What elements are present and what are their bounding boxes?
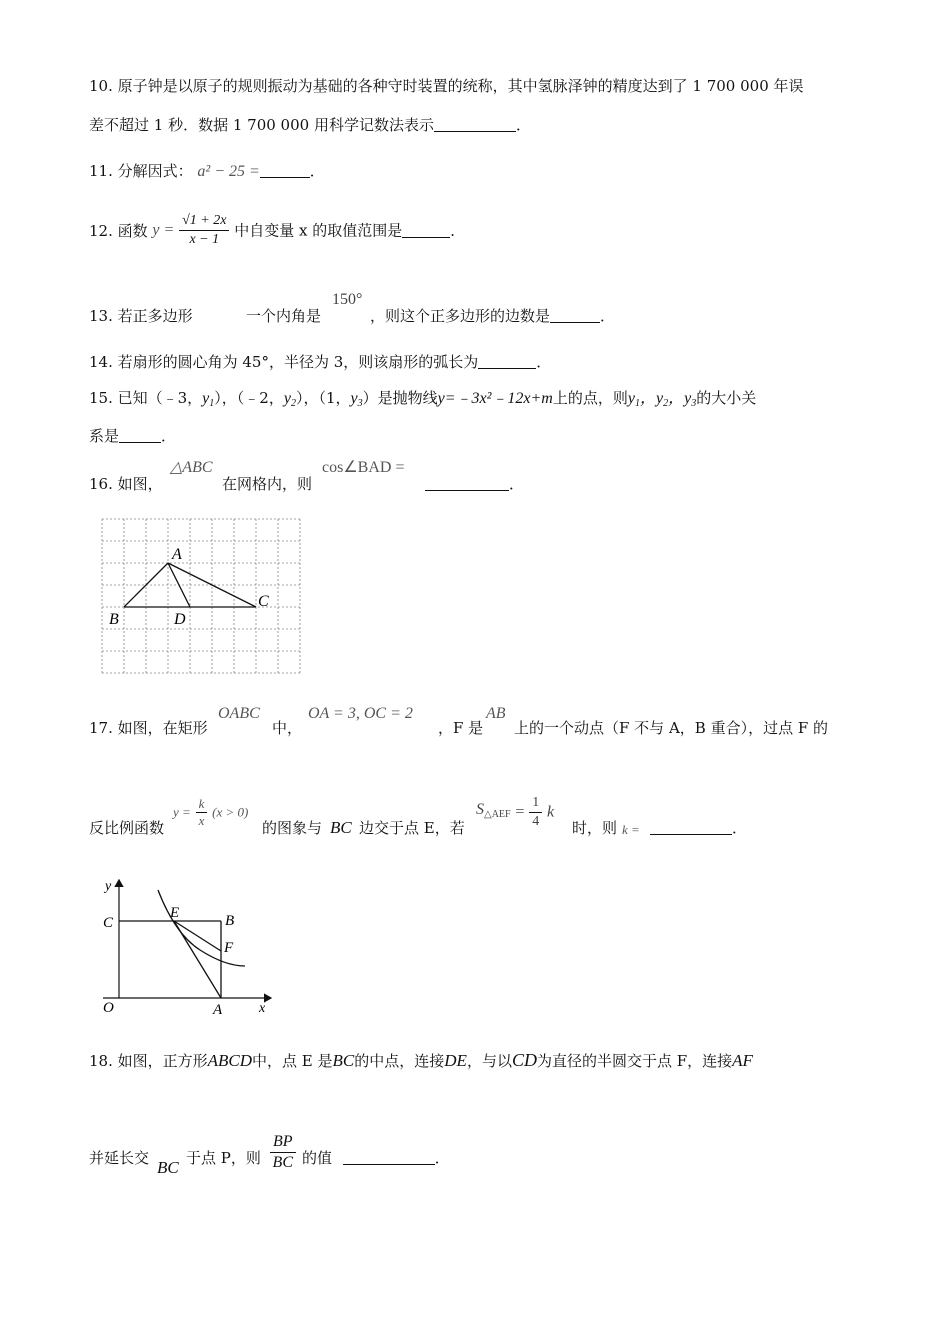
q10-end: ．: [515, 116, 531, 134]
q17-line2-a: 反比例函数: [89, 819, 165, 837]
q17-bc: BC: [330, 818, 352, 837]
q12-denominator: x − 1: [189, 232, 220, 247]
q12-text: 中自变量 x 的取值范围是: [234, 221, 403, 240]
q17-seg: AB: [486, 705, 506, 722]
q15-end: ．: [161, 427, 177, 445]
q10-line1: 10. 原子钟是以原子的规则振动为基础的各种守时装置的统称，其中氢脉泽钟的精度达到了 1 700 000 年误: [89, 77, 804, 95]
q13-text1: 一个内角是: [246, 307, 322, 325]
point-c-label: C: [258, 593, 269, 610]
q15-line2: [89, 426, 176, 446]
q18-bc: BC: [332, 1051, 355, 1070]
q15-seg-c: ），（1，: [295, 389, 351, 407]
q10-text: 差不超过 1 秒．数据 1 700 000 用科学记数法表示: [89, 116, 434, 134]
q18-fraction-wrap: [270, 1132, 296, 1173]
q15-answer-blank[interactable]: [119, 428, 161, 443]
q18-t1: 中，点 E 是: [252, 1052, 333, 1070]
q15-parabola: y=﹣3x²﹣12x+m: [437, 390, 553, 407]
q17-answer-blank[interactable]: [650, 820, 732, 835]
point-a-label: A: [172, 546, 182, 563]
q12-end: ．: [450, 221, 466, 240]
q13-answer-blank[interactable]: [550, 308, 600, 323]
q15-seg-a: 15. 已知（﹣3，: [89, 389, 203, 407]
point-d-label: D: [174, 611, 186, 628]
q16-text: 在网格内，则: [222, 475, 313, 493]
q17-line2-d: 时，则: [572, 819, 618, 837]
q17-line2: [89, 818, 164, 838]
q16-end: ．: [509, 475, 525, 493]
q16-grid-figure: [100, 516, 306, 678]
q18-t3: ，与以: [466, 1052, 512, 1070]
q17-area-s: S: [476, 801, 484, 818]
q17-text2: 上的一个动点（F 不与 A，B 重合），过点 F 的: [514, 719, 829, 737]
fig-x-label: x: [259, 1001, 266, 1016]
q17-func-num: k: [196, 796, 208, 813]
q18-end: ．: [434, 1149, 450, 1167]
q17-area-equals: =: [515, 803, 525, 821]
q18-value-text: 的值: [302, 1149, 333, 1167]
q18-label: 18. 如图，正方形: [89, 1052, 208, 1070]
q15-ys: $y_1$，$y_2$，$y_3$: [627, 390, 697, 409]
q18-square: ABCD: [207, 1051, 253, 1070]
fig-y-label: y: [105, 879, 112, 894]
q10-answer-blank[interactable]: [434, 117, 516, 132]
q18-de: DE: [444, 1051, 467, 1070]
q12-numerator: √1 + 2x: [179, 212, 229, 231]
fig-b-label: B: [225, 913, 235, 929]
q17-figure: [95, 872, 285, 1020]
q18-af: AF: [732, 1051, 753, 1070]
segment-ea: [174, 921, 221, 998]
q13-text2: ，则这个正多边形的边数是: [370, 307, 551, 325]
q12-fraction: [179, 212, 229, 249]
q17-func-frac: [196, 796, 208, 829]
q18-bc2: BC: [157, 1158, 179, 1177]
q17-area-sub: △AEF: [484, 809, 511, 820]
q17-function: [173, 796, 248, 829]
q16-answer-blank[interactable]: [425, 476, 509, 491]
q13-end: ．: [600, 307, 616, 325]
q18-line1: [89, 1050, 753, 1071]
fig-c-label: C: [103, 915, 114, 931]
q17-given: OA = 3, OC = 2: [308, 705, 413, 722]
q17-rect: OABC: [218, 705, 260, 722]
q13-label: 13. 若正多边形: [89, 307, 193, 325]
q18-answer-blank[interactable]: [343, 1150, 435, 1165]
q18-fraction: [270, 1132, 296, 1173]
q11: [89, 161, 325, 182]
fig-o-label: O: [103, 1000, 114, 1016]
q17-answer: [650, 818, 747, 838]
q17-end: ．: [732, 819, 748, 837]
q12: [89, 212, 465, 249]
q16-cos: cos∠BAD =: [322, 459, 405, 476]
q17-quarter-num: 1: [529, 794, 542, 813]
q18-den: BC: [272, 1154, 293, 1171]
q17-area-eq: [476, 794, 554, 831]
q15-seg-e: 上的点，则: [552, 389, 628, 407]
q16-label: 16. 如图，: [89, 475, 163, 493]
q17-k-eq: k =: [622, 822, 640, 837]
q17-label: 17. 如图，在矩形: [89, 719, 208, 737]
grid-lines: [102, 519, 302, 673]
q18-line2-a: 并延长交: [89, 1149, 150, 1167]
q18-num: BP: [270, 1132, 296, 1153]
q18-line2-b: 于点 P，则: [186, 1149, 261, 1167]
q15-y1: $y_1$: [202, 390, 215, 409]
q18-cd: CD: [511, 1050, 537, 1070]
q13-angle: 150°: [332, 291, 363, 308]
q17-func-cond: (x > 0): [212, 804, 249, 820]
q16-triangle: △ABC: [170, 459, 213, 476]
q14: [89, 352, 551, 372]
q15-seg-f: 的大小关: [696, 389, 757, 407]
q17-k: k: [546, 803, 555, 821]
q12-answer-blank[interactable]: [402, 223, 450, 238]
q14-answer-blank[interactable]: [478, 354, 536, 369]
q12-y: y =: [152, 221, 175, 239]
q17-text1: ，F 是: [438, 719, 484, 737]
q17-line2-b: 的图象与: [262, 819, 323, 837]
q14-end: ．: [536, 353, 552, 371]
q18-line2-c: [302, 1148, 450, 1168]
q16-answer: [425, 474, 524, 494]
q15-seg-d: ）是抛物线: [362, 389, 438, 407]
q17-quarter-den: 4: [532, 814, 540, 829]
q17-line2-c: 边交于点 E，若: [359, 819, 465, 837]
q11-answer-blank[interactable]: [260, 163, 310, 178]
fig-e-label: E: [170, 905, 180, 921]
q17-func-den: x: [198, 813, 205, 828]
q14-text: 14. 若扇形的圆心角为 45°，半径为 3，则该扇形的弧长为: [89, 353, 479, 371]
q15-y3: $y_3$: [350, 390, 363, 409]
q11-label: 11. 分解因式：: [89, 162, 193, 180]
q17-func-y: y =: [173, 804, 191, 820]
point-b-label: B: [109, 611, 119, 628]
segment-ef: [174, 921, 221, 951]
q17-mid: 中，: [272, 719, 303, 737]
q17-quarter: [529, 794, 542, 831]
fig-f-label: F: [224, 940, 234, 956]
q10-line2: [89, 115, 531, 135]
q18-t2: 的中点，连接: [354, 1052, 445, 1070]
q11-end: ．: [309, 162, 325, 180]
q15-y2: $y_2$: [283, 390, 296, 409]
q15-line1: [89, 388, 756, 414]
q15-seg-b: ），（﹣2，: [214, 389, 284, 407]
q11-expr: a² − 25 =: [197, 163, 260, 180]
q15-line2-text: 系是: [89, 427, 120, 445]
q13-rest: [370, 306, 615, 326]
fig-a-label: A: [213, 1002, 223, 1018]
q18-t4: 为直径的半圆交于点 F，连接: [536, 1052, 733, 1070]
q12-label: 12. 函数: [89, 221, 148, 240]
